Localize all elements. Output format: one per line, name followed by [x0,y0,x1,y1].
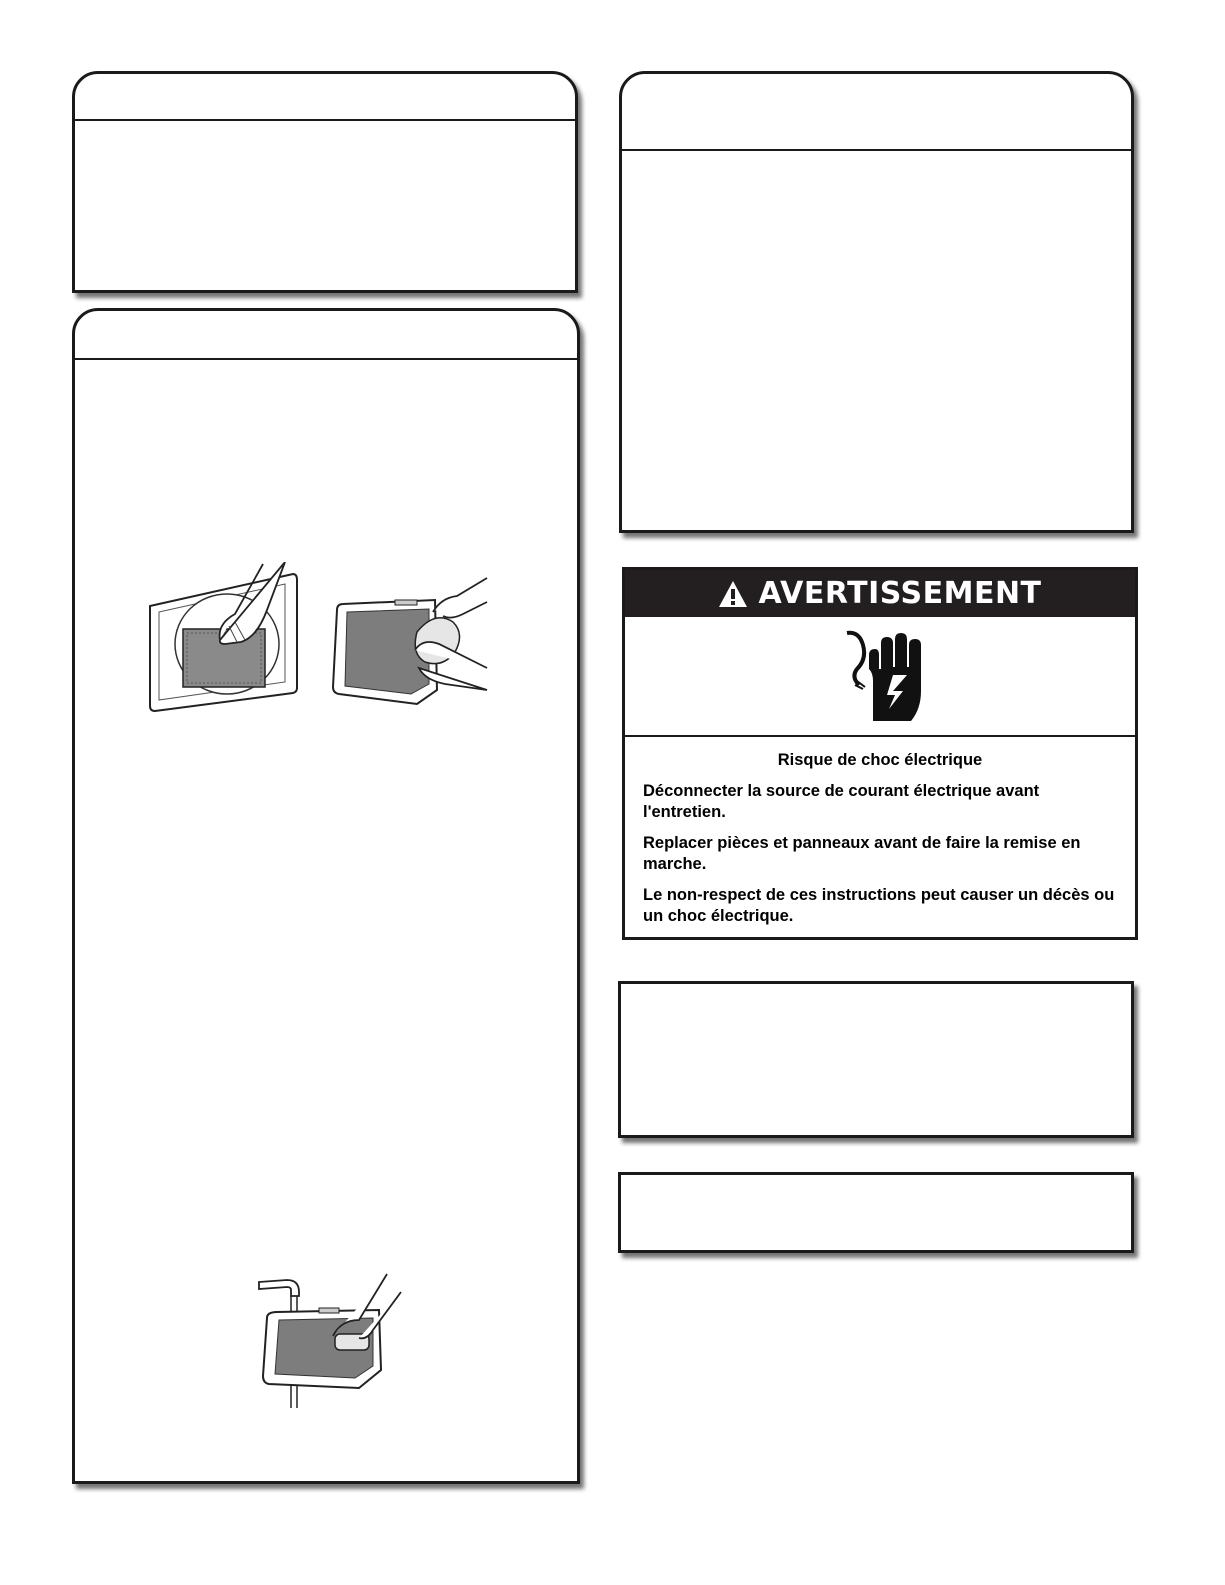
warning-icon-area [625,617,1135,737]
box-header [75,311,577,360]
wipe-lint-screen-illustration [325,572,490,712]
warning-heading: AVERTISSEMENT [758,576,1042,611]
warning-text [625,737,1135,927]
info-box-bottom-right [618,1172,1134,1253]
warning-line: Le non-respect de ces instructions peut causer un décès ou un choc électrique. [643,886,1115,925]
warning-line: Déconnecter la source de courant électrique avant l'entretien. [643,782,1040,821]
box-header [75,74,575,121]
warning-title: Risque de choc électrique [777,751,983,769]
box-header [622,74,1131,151]
info-box-top-right [619,71,1134,533]
electric-shock-hand-icon [845,629,925,725]
info-box-middle-right [618,981,1134,1138]
wash-lint-screen-illustration [255,1270,405,1410]
warning-line: Replacer pièces et panneaux avant de faire la remise en marche. [643,834,1081,873]
info-box-top-left [72,71,578,293]
remove-lint-screen-illustration [145,562,305,712]
warning-panel [622,567,1138,940]
warning-header [625,570,1135,617]
warning-triangle-icon [718,580,748,608]
